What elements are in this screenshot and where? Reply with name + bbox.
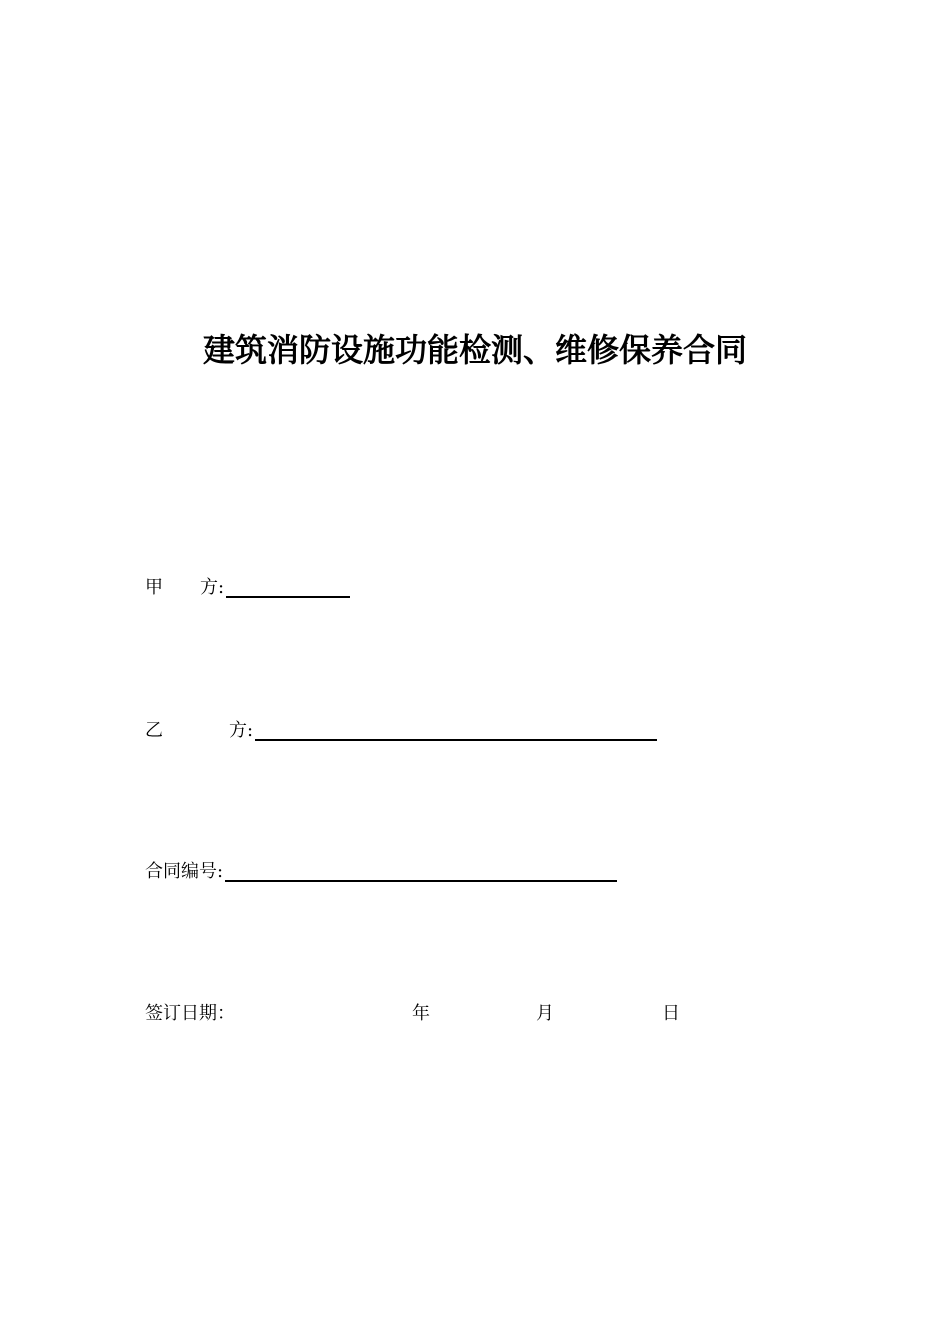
- party-b-blank-line[interactable]: [255, 721, 657, 741]
- party-a-colon: :: [218, 577, 225, 598]
- sign-date-year-unit: 年: [412, 1003, 430, 1024]
- contract-title: 建筑消防设施功能检测、维修保养合同: [202, 331, 747, 369]
- sign-date-field: [145, 1002, 235, 1026]
- sign-date-label: 签订日期：: [145, 1003, 235, 1024]
- contract-no-blank-line[interactable]: [225, 862, 617, 882]
- contract-no-label: 合同编号: [145, 861, 217, 882]
- contract-no-field: [145, 860, 617, 884]
- sign-date-month-unit: 月: [536, 1003, 554, 1024]
- party-a-blank-line[interactable]: [226, 578, 350, 598]
- party-b-field: [145, 719, 657, 743]
- contract-no-colon: :: [217, 861, 224, 882]
- party-b-label-char1: 乙: [145, 720, 163, 741]
- party-a-field: [145, 576, 350, 600]
- party-b-colon: :: [247, 720, 254, 741]
- party-a-label-char2: 方: [200, 577, 218, 598]
- party-b-label-char2: 方: [229, 720, 247, 741]
- party-a-label-char1: 甲: [145, 577, 163, 598]
- sign-date-day-unit: 日: [662, 1003, 680, 1024]
